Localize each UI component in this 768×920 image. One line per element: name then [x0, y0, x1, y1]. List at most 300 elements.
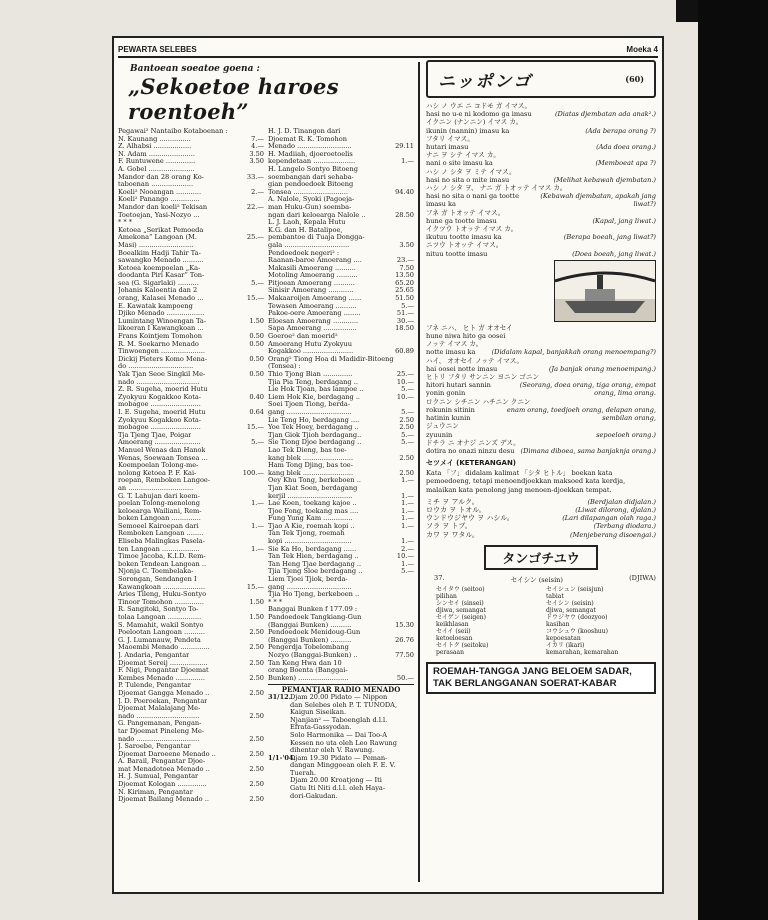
donation-amount: 26.76	[395, 636, 414, 644]
donation-row	[268, 310, 414, 318]
donor-name: likoeran I Kawangkoan ...	[118, 325, 204, 333]
donor-name: gala ...............................	[268, 241, 350, 249]
donor-name: boken Tendean Langoan ..	[118, 560, 207, 568]
radio-date: 31/12.	[268, 693, 292, 701]
donor-name: Tja Tjeng Tjae, Poigar	[118, 431, 192, 439]
donor-name: Tjan Giok Tjioh berdagang..	[268, 431, 362, 439]
translation-text: (Berapa boeah, jang liwat?)	[563, 233, 656, 242]
donation-amount: 1.—	[401, 158, 414, 166]
donor-name: N. Kaunang ...............	[118, 135, 191, 143]
donation-amount: 65.20	[395, 279, 414, 287]
vocab-cell: djiwa, semangat	[546, 606, 596, 614]
donation-row	[118, 394, 264, 402]
donation-row	[118, 720, 264, 728]
lesson-sentence	[426, 422, 656, 438]
verb-japanese: カワ ヲ ワタル。	[426, 530, 479, 539]
donation-row	[118, 538, 264, 546]
donation-amount: 4.—	[251, 143, 264, 151]
donation-row	[268, 561, 414, 569]
donation-amount: 2.50	[249, 735, 264, 743]
lesson-sentence	[426, 168, 656, 184]
donation-row	[268, 151, 414, 159]
vocab-cell: djiwa, semangat	[436, 606, 486, 614]
donation-amount: 5.—	[251, 279, 264, 287]
radio-text: Kessen no uta oleh Leo Rawung	[290, 739, 397, 747]
romaji-row	[426, 431, 656, 439]
donation-row	[118, 773, 264, 781]
djiwa-line	[434, 574, 656, 584]
donation-row	[268, 386, 414, 394]
donor-name: Thio Tjong Bian ..............	[268, 371, 353, 378]
donor-name: (Banggai Bunken) ..........	[268, 621, 352, 629]
donation-row	[118, 151, 264, 159]
donor-name: Kogakkoo ........................	[268, 348, 354, 356]
donation-row	[268, 606, 414, 614]
donor-name: Pegawai² Nantaibo Kotaboenan :	[118, 128, 228, 135]
verb-translation: (Lari dilapangan olah raga.)	[562, 514, 656, 523]
donation-amount: 3.50	[249, 150, 264, 158]
donation-row	[268, 287, 414, 295]
verb-translation: (Terbang diodara.)	[593, 522, 656, 531]
romaji-row	[426, 127, 656, 135]
japanese-text: イクニン (ナンニン) イマス カ。	[426, 118, 523, 127]
donor-name: Lumintang Winoengan Ta-	[118, 317, 207, 325]
donor-name: orang, Kalasei Menado ...	[118, 295, 204, 303]
radio-text: dangan Minggoean oleh F. E. V.	[290, 762, 396, 770]
romaji-text: hasi no u-e ni kodomo ga imasu	[426, 110, 532, 119]
donation-row	[118, 781, 264, 789]
donation-row	[268, 280, 414, 288]
translation-text: (Memboeat apa ?)	[595, 159, 656, 168]
donor-name: Goeroe² dan moerid²	[268, 333, 338, 341]
donation-amount: 2.50	[399, 424, 414, 432]
donation-row	[268, 303, 414, 311]
donation-amount: 1.—	[401, 538, 414, 546]
donation-amount: 33.—	[246, 173, 264, 181]
japanese-text: ナニ ヲ シテ イマス カ。	[426, 151, 500, 160]
donation-row	[268, 379, 414, 387]
donor-name: kang blek ........................	[268, 454, 354, 462]
donation-row	[118, 728, 264, 736]
donation-row	[118, 553, 264, 561]
donation-amount: 10.—	[396, 393, 414, 401]
translation-text: enam orang, toedjoeh orang, delapan orang, sembilan orang,	[506, 405, 656, 423]
donation-list-2	[268, 128, 414, 804]
radio-heading: PEMANTJAR RADIO MENADO	[268, 684, 414, 694]
donation-row	[268, 158, 414, 166]
translation-text: sepoeloeh orang.)	[596, 430, 656, 439]
donor-name: Tonsea ..........................	[268, 188, 348, 196]
keterangan-heading: セツメイ (KETERANGAN)	[426, 459, 517, 468]
donation-amount: 100.—	[242, 469, 264, 477]
donor-name: G. J. Lumanauw, Pendeta	[118, 636, 201, 644]
radio-text: dan Selebes oleh P. T. TUNODA,	[290, 701, 398, 709]
donor-name: Yak Tjan Seoe Singkil Me-	[118, 371, 206, 378]
translation-text: (Kapal, jang liwat.)	[592, 216, 656, 225]
vocab-cell: kemarahan, kemarahan	[546, 648, 619, 656]
radio-line	[268, 717, 414, 725]
japanese-text: ドチラ ニ オナジ ニンズ デス。	[426, 438, 520, 447]
left-column	[118, 60, 414, 884]
vocab-cell: シンセイ (sinsei)	[436, 599, 484, 607]
donation-row	[118, 576, 264, 584]
donor-name: Tinwoengen .....................	[118, 348, 205, 356]
donor-name: Ketoea koempoelan „Ka-	[118, 264, 201, 272]
donation-row	[268, 128, 414, 136]
donation-row	[268, 166, 414, 174]
donor-name: pembantoe di Tuaja Dongga-	[268, 234, 365, 242]
donation-row	[268, 500, 414, 508]
donation-row	[118, 515, 264, 523]
donation-row	[118, 493, 264, 501]
romaji-row	[426, 159, 656, 167]
lesson-sentence	[426, 439, 656, 455]
donor-name: H. Langelo Sontyo Bitoeng	[268, 165, 358, 173]
lesson-sentence	[426, 324, 656, 340]
donation-amount: 1.—	[401, 522, 414, 530]
vocab-cell: ドウジヤウ (doozyoo)	[546, 613, 608, 621]
donation-amount: 1.—	[401, 477, 414, 485]
donor-name: Tjia Ho Tjeng, berkeboen ..	[268, 591, 360, 599]
donor-name: Motoling Amoerang ..........	[268, 272, 358, 280]
donor-name: Pendoedoek Menidoug-Gun	[268, 629, 361, 637]
romaji-text: hai oosei notte imasu	[426, 364, 498, 373]
donation-row	[268, 318, 414, 326]
radio-text: Djam 19.30 Pidato — Peman-	[290, 754, 388, 762]
donor-name: Djoemat Sereij ..................	[118, 659, 208, 667]
donor-name: Djoemat Bailang Menado ..	[118, 796, 209, 804]
radio-text: Gatu Iti Niti d.l.l. oleh Haya-	[290, 785, 386, 793]
nippongo-logo	[426, 60, 656, 98]
donor-name: gian pendoedoek Bitoeng	[268, 181, 354, 189]
vocab-grid	[436, 586, 656, 656]
donation-row	[118, 736, 264, 744]
verb-row	[426, 514, 656, 522]
donor-name: F. Nigi, Pengantar Djoemat	[118, 667, 209, 675]
donation-amount: 1.—	[401, 500, 414, 508]
vocab-cell: セイイ (seii)	[436, 627, 471, 635]
donor-name: sawangko Menado ..........	[118, 257, 204, 265]
donation-amount: 25.—	[396, 371, 414, 378]
lesson-sentence	[426, 135, 656, 151]
donation-amount: 51.50	[395, 295, 414, 303]
newspaper-page	[112, 36, 664, 894]
donor-name: J. D. Poeroekan, Pengantar	[118, 697, 208, 705]
vocab-cell: ketoeloesan	[436, 634, 473, 642]
radio-line	[268, 709, 414, 717]
radio-line	[268, 694, 414, 702]
donation-row	[118, 751, 264, 759]
donation-amount: 0.40	[249, 393, 264, 401]
donation-row	[268, 568, 414, 576]
vocab-cell: コウシュウ (kooshuu)	[546, 627, 609, 635]
radio-line	[268, 732, 414, 740]
donation-row	[118, 196, 264, 204]
donation-row	[118, 371, 264, 379]
donation-amount: 25.—	[246, 234, 264, 242]
donor-name: gang ...............................	[268, 583, 352, 591]
lesson-sentences	[426, 102, 656, 455]
scan-edge	[698, 0, 768, 920]
page-header	[118, 42, 658, 58]
translation-text: (Kebawah djembatan, apakah jang liwat?)	[540, 192, 656, 209]
donation-row	[118, 242, 264, 250]
radio-date	[268, 709, 290, 717]
donation-row	[118, 250, 264, 258]
radio-line	[268, 770, 414, 778]
donor-name: Tewasen Amoerang ..........	[268, 302, 357, 310]
vocab-cell: pilihan	[436, 592, 457, 600]
donor-name: nado ..............................	[118, 712, 200, 720]
lesson-number: (60)	[625, 74, 644, 84]
lesson-sentence	[426, 151, 656, 167]
donor-name: Z. R. Sugeha, moerid Hutu	[118, 386, 208, 394]
masthead: PEWARTA SELEBES	[118, 44, 197, 54]
donor-name: H. J. D. Tinangon dari	[268, 128, 341, 135]
japanese-text: ハシ ノ シタ ヲ ミテ イマス。	[426, 167, 516, 176]
donor-name: Kembes Menado ..............	[118, 674, 205, 682]
donor-name: Njonja C. Toembelaka-	[118, 568, 194, 576]
japanese-text: ハシ ノ シタ ヲ、 ナニ ガ トオッテ イマス カ。	[426, 184, 567, 193]
donation-amount: 2.50	[399, 469, 414, 477]
donation-amount: 1.—	[401, 560, 414, 568]
donation-row	[118, 204, 264, 212]
donation-amount: 2.50	[249, 796, 264, 804]
donation-row	[118, 424, 264, 432]
donor-name: Menado ..........................	[268, 143, 352, 151]
donation-row	[268, 189, 414, 197]
donation-amount: 2.50	[249, 781, 264, 789]
translation-text: (Didalam kapal, banjakkah orang menoempang?)	[491, 348, 656, 357]
japanese-text: ヒトリ フタリ サンニン ヨニン ゴニン	[426, 373, 540, 382]
donor-name: Djoemat Daroeene Menado ..	[118, 750, 216, 758]
donation-amount: 1.50	[249, 598, 264, 606]
donor-name: A. Nalole, Syoki (Pagoeja-	[268, 196, 355, 204]
donation-row	[268, 348, 414, 356]
donation-row	[268, 250, 414, 258]
donation-amount: 15.30	[395, 621, 414, 629]
donation-row	[118, 174, 264, 182]
donor-name: nolong Ketoea P. F. Kai-	[118, 469, 197, 477]
donor-name: Nozyo (Banggai-Bunken) ..	[268, 651, 358, 659]
donor-name: (Banggai Bunken) ..........	[268, 636, 352, 644]
lesson-sentence	[426, 118, 656, 134]
donation-row	[268, 614, 414, 622]
donation-row	[268, 272, 414, 280]
banner-line-2: TAK BERLANGGANAN SOERAT-KABAR	[433, 677, 617, 689]
donation-row	[118, 280, 264, 288]
donor-name: Pendoedoek negeri² :	[268, 249, 340, 257]
donor-name: sea (G. Sigarlaki) ..........	[118, 279, 199, 287]
japanese-text: ニツウ トオッテ イマス。	[426, 241, 503, 250]
donation-row	[118, 439, 264, 447]
donation-amount: 1.50	[249, 317, 264, 325]
lesson-sentence	[426, 241, 656, 257]
donor-name: R. Sangitoki, Sontyo To-	[118, 606, 199, 614]
donation-row	[118, 356, 264, 364]
donation-row	[118, 606, 264, 614]
donor-name: Z. Alhabsi ..................	[118, 143, 192, 151]
romaji-text: hasi no sita o mite imasu	[426, 175, 510, 184]
donor-name: ngan dari keloearga Nalole ..	[268, 211, 366, 219]
radio-date	[268, 732, 290, 740]
vocab-cell: セイタウ (seitoo)	[436, 585, 485, 593]
donor-name: Tjia Tjeng Sloe berdagang ..	[268, 568, 363, 576]
donation-amount: 60.89	[395, 348, 414, 356]
radio-text: Njanjian² — Taboenglah d.l.l.	[290, 716, 388, 724]
donor-name: P. Tulende, Pengantar	[118, 682, 191, 690]
donor-name: Lie Teng Ho, berdagang ....	[268, 416, 360, 424]
donation-row	[268, 477, 414, 485]
donor-name: J. Saroebe, Pengantar	[118, 743, 191, 751]
donation-amount: 15.—	[246, 583, 264, 591]
donation-amount: 5.—	[401, 439, 414, 447]
donor-name: Frans Kointjem Tomohon	[118, 333, 202, 341]
romaji-row	[426, 143, 656, 151]
verb-japanese: ミチ ヲ アルク。	[426, 497, 479, 506]
donor-name: Sapa Amoerang ................	[268, 325, 357, 333]
donation-row	[118, 614, 264, 622]
donor-name: Pengerdja Tobelombang	[268, 644, 349, 652]
vocab-cell: イカリ (ikari)	[546, 641, 585, 649]
donation-row	[268, 143, 414, 151]
donor-name: Yoe Tek Hoey, berdagang ..	[268, 424, 359, 432]
donation-row	[268, 265, 414, 273]
radio-text: Kaigun Siseikan.	[290, 709, 347, 717]
donation-row	[268, 455, 414, 463]
donor-name: Amoerang ......................	[118, 439, 201, 447]
donation-row	[268, 622, 414, 630]
donation-row	[118, 219, 264, 227]
donation-row	[268, 538, 414, 546]
donation-row	[118, 652, 264, 660]
radio-text: Djam 20.00 Pidato — Nippon	[290, 693, 388, 701]
romaji-row	[426, 217, 656, 225]
donation-row	[118, 257, 264, 265]
ship-illustration	[554, 260, 656, 322]
donation-row	[118, 667, 264, 675]
donation-row	[118, 333, 264, 341]
lesson-sentence	[426, 398, 656, 423]
donation-row	[118, 568, 264, 576]
donation-row	[118, 462, 264, 470]
romaji-row	[426, 192, 656, 208]
donation-amount: 3.50	[399, 241, 414, 249]
donor-name: Orang² Tiong Hoa di Madidir-Bitoeng	[268, 355, 394, 363]
donor-name: Sinisir Amoerang ............	[268, 287, 354, 295]
donor-name: L. J. Laoh, Kepala Hutu	[268, 219, 346, 227]
donation-row	[268, 333, 414, 341]
donation-amount: 2.50	[249, 750, 264, 758]
donation-row	[118, 189, 264, 197]
donor-name: H. Madiiah, djoeroetoelis	[268, 150, 353, 158]
donation-amount: 5.—	[401, 568, 414, 576]
radio-text: Solo Harmonika — Dai Too-A	[290, 731, 388, 739]
donor-name: keloearga Wailiani, Rem-	[118, 507, 202, 515]
donation-amount: 28.50	[395, 211, 414, 219]
donor-name: Koempoelan Tolong-me-	[118, 462, 199, 470]
donation-amount: 1.—	[401, 492, 414, 500]
donor-name: G. Pangemanan, Pengan-	[118, 720, 202, 728]
banner-line-1: ROEMAH-TANGGA JANG BELOEM SADAR,	[433, 665, 632, 677]
translation-text: (Ja banjak orang menoempang.)	[548, 364, 656, 373]
japanese-text: ノッテ イマス カ。	[426, 340, 483, 349]
radio-line	[268, 785, 414, 793]
lesson-sentence	[426, 357, 656, 373]
donation-amount: 2.50	[249, 629, 264, 637]
donation-row	[118, 379, 264, 387]
donation-row	[268, 196, 414, 204]
donation-row	[268, 584, 414, 592]
vocab-cell: kepoesatan	[546, 634, 581, 642]
donation-row	[118, 158, 264, 166]
donor-name: Amoerang Hutu Zyokyuu	[268, 340, 353, 348]
donation-row	[268, 356, 414, 364]
donation-row	[118, 622, 264, 630]
donation-amount: 0.50	[249, 371, 264, 378]
donation-amount: 3.50	[249, 158, 264, 166]
donation-row	[118, 766, 264, 774]
verb-translation: (Liwat dilorong, djalan.)	[575, 505, 656, 514]
lesson-sentence	[426, 340, 656, 356]
radio-date	[268, 740, 290, 748]
donor-name: J. Andaria, Pengantar	[118, 651, 190, 659]
donor-name: kerjil ...............................	[268, 492, 353, 500]
radio-line	[268, 724, 414, 732]
radio-line	[268, 755, 414, 763]
donation-row	[268, 485, 414, 493]
donor-name: do ...............................	[118, 363, 194, 371]
donor-name: tolaa Langoan ................	[118, 614, 202, 621]
donor-name: Djoemat R. K. Tomohon	[268, 135, 347, 143]
lesson-sentence	[426, 184, 656, 209]
japanese-text: フネ ニハ、 ヒト ガ オオセイ	[426, 323, 513, 332]
romaji-row	[426, 447, 656, 455]
donation-row	[118, 166, 264, 174]
donor-name: Tjao A Kie, roemah kopi ..	[268, 522, 355, 530]
donation-amount: 2.50	[249, 765, 264, 773]
donor-name: Fung Yung Kam ..............	[268, 515, 353, 523]
donation-row	[118, 477, 264, 485]
donation-row	[268, 401, 414, 409]
donor-name: Amekona” Langoan (M.	[118, 234, 197, 242]
donation-amount: 2.50	[249, 712, 264, 720]
donation-row	[268, 515, 414, 523]
donor-name: Tinoor Tomohon ..............	[118, 598, 204, 606]
radio-text: dori-Gakudan.	[290, 792, 338, 800]
romaji-row	[426, 233, 656, 241]
donor-name: Eliseba Malingkas Pasela-	[118, 538, 205, 546]
romaji-row	[426, 381, 656, 397]
vocab-heading: タンゴチユウ	[484, 545, 598, 570]
donation-row	[118, 599, 264, 607]
donor-name: Sie Ka Ho, berdagang ......	[268, 545, 357, 553]
radio-date	[268, 762, 290, 770]
donation-row	[118, 265, 264, 273]
radio-date	[268, 777, 290, 785]
donation-row	[268, 371, 414, 379]
donation-row	[118, 447, 264, 455]
donation-row	[268, 204, 414, 212]
donation-row	[118, 128, 264, 136]
donation-amount: 15.—	[246, 424, 264, 432]
translation-text: (Dimana diboea, sama banjaknja orang.)	[520, 446, 656, 455]
donation-row	[268, 462, 414, 470]
donation-row	[118, 629, 264, 637]
donor-name: Zyokyuu Kogakkoo Kota-	[118, 393, 202, 401]
donor-name: Lao Tek Dieng, bas toe-	[268, 446, 347, 454]
donor-name: orang Boenta (Banggai-	[268, 667, 348, 675]
